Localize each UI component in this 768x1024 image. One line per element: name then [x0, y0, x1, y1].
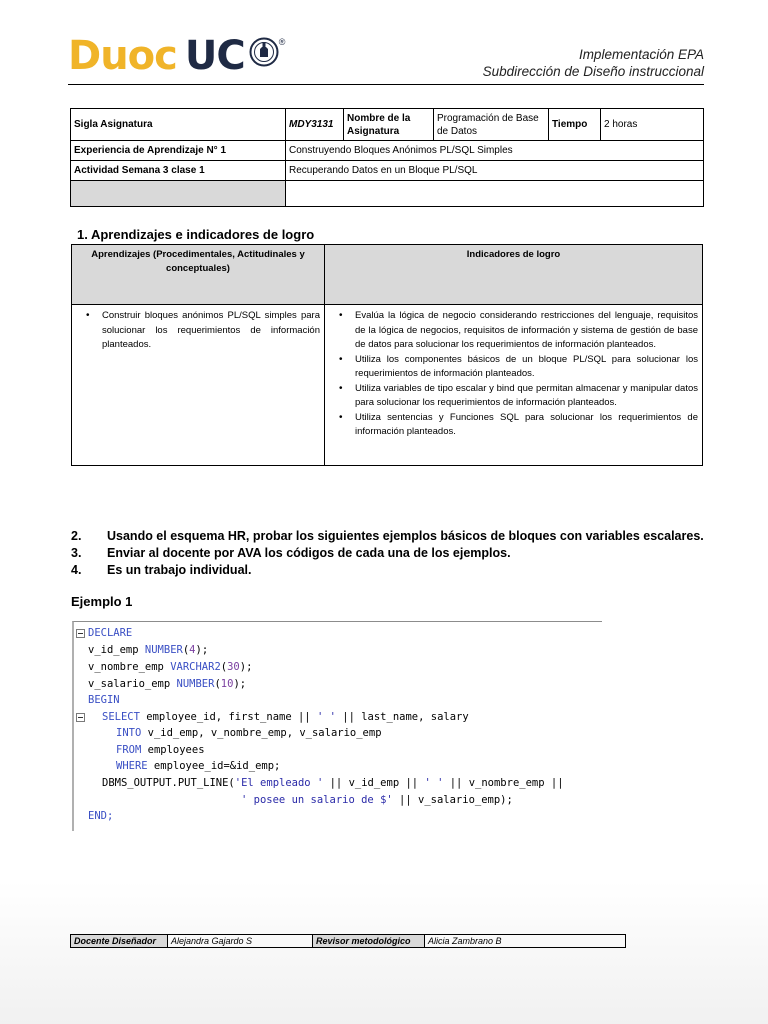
indicador-item: • Utiliza variables de tipo escalar y bind que permitan almacenar y manipular datos para solucionar los requerimientos de información planteados. — [329, 382, 698, 411]
example-title: Ejemplo 1 — [71, 594, 133, 609]
fold-collapse-icon[interactable] — [76, 713, 85, 722]
header-divider — [68, 84, 704, 85]
fold-collapse-icon[interactable] — [76, 629, 85, 638]
aprendizajes-cell — [72, 305, 325, 466]
code-line: v_salario_emp NUMBER(10); — [88, 678, 247, 690]
experiencia-value: Construyendo Bloques Anónimos PL/SQL Simples — [286, 141, 704, 161]
actividad-label: Actividad Semana 3 clase 1 — [71, 161, 286, 181]
instruction-number: 2. — [71, 528, 82, 543]
header-title: Implementación EPA — [578, 47, 704, 62]
docente-label: Docente Diseñador — [71, 935, 168, 948]
code-line: BEGIN — [88, 694, 120, 706]
university-seal-icon — [249, 37, 279, 72]
instruction-text: Usando el esquema HR, probar los siguientes ejemplos básicos de bloques con variables escalares. — [107, 528, 704, 543]
section-1-title: 1. Aprendizajes e indicadores de logro — [77, 227, 315, 242]
header-titles — [483, 46, 704, 80]
code-line: ' posee un salario de $' || v_salario_emp); — [241, 794, 513, 806]
aprendizaje-item: • Construir bloques anónimos PL/SQL simples para solucionar los requerimientos de información planteados. — [76, 309, 320, 353]
registered-mark: ® — [278, 37, 286, 47]
code-line: SELECT employee_id, first_name || ' ' || last_name, salary — [102, 711, 469, 723]
course-info-table — [70, 108, 704, 207]
instructions-list — [71, 527, 711, 578]
instruction-number: 4. — [71, 562, 82, 577]
sigla-label: Sigla Asignatura — [71, 109, 286, 141]
empty-cell — [286, 181, 704, 207]
indicador-item: • Utiliza los componentes básicos de un bloque PL/SQL para solucionar los requerimientos de información planteados. — [329, 353, 698, 382]
instruction-text: Es un trabajo individual. — [107, 562, 252, 577]
instruction-text: Enviar al docente por AVA los códigos de cada una de los ejemplos. — [107, 545, 511, 560]
code-line: DBMS_OUTPUT.PUT_LINE('El empleado ' || v_id_emp || ' ' || v_nombre_emp || — [102, 777, 564, 789]
indicadores-cell — [325, 305, 703, 466]
aprendizajes-header: Aprendizajes (Procedimentales, Actitudinales y conceptuales) — [72, 245, 325, 305]
code-block — [72, 621, 602, 831]
actividad-value: Recuperando Datos en un Bloque PL/SQL — [286, 161, 704, 181]
logo-duoc-text: Duoc — [68, 33, 177, 79]
instruction-number: 3. — [71, 545, 82, 560]
code-line: INTO v_id_emp, v_nombre_emp, v_salario_emp — [116, 727, 382, 739]
indicador-item: • Evalúa la lógica de negocio considerando restricciones del lenguaje, requisitos de la lógica de negocios, requisitos de información y sistema de gestión de base de datos para solucionar los requerimientos de información planteados. — [329, 309, 698, 353]
code-line: DECLARE — [88, 627, 133, 639]
code-line: FROM employees — [116, 744, 205, 756]
duoc-uc-logo — [68, 32, 285, 80]
tiempo-label: Tiempo — [549, 109, 601, 141]
instruction-item — [71, 561, 711, 578]
revisor-label: Revisor metodológico — [313, 935, 425, 948]
instruction-item — [71, 527, 711, 544]
code-line: END; — [88, 810, 114, 822]
header-subtitle: Subdirección de Diseño instruccional — [482, 64, 704, 79]
empty-gray-cell — [71, 181, 286, 207]
indicadores-header: Indicadores de logro — [325, 245, 703, 305]
nombre-label: Nombre de la Asignatura — [344, 109, 434, 141]
code-line: WHERE employee_id=&id_emp; — [116, 760, 281, 772]
nombre-value: Programación de Base de Datos — [434, 109, 549, 141]
code-line: v_nombre_emp VARCHAR2(30); — [88, 661, 253, 673]
code-line: v_id_emp NUMBER(4); — [88, 644, 209, 656]
sigla-value: MDY3131 — [286, 109, 344, 141]
indicador-item: • Utiliza sentencias y Funciones SQL para solucionar los requerimientos de información planteados. — [329, 411, 698, 440]
docente-value: Alejandra Gajardo S — [168, 935, 313, 948]
tiempo-value: 2 horas — [601, 109, 704, 141]
experiencia-label: Experiencia de Aprendizaje N° 1 — [71, 141, 286, 161]
revisor-value: Alicia Zambrano B — [425, 935, 626, 948]
instruction-item — [71, 544, 711, 561]
footer-table — [70, 934, 626, 948]
aprendizajes-table — [71, 244, 703, 466]
logo-uc-text: UC — [184, 33, 245, 79]
